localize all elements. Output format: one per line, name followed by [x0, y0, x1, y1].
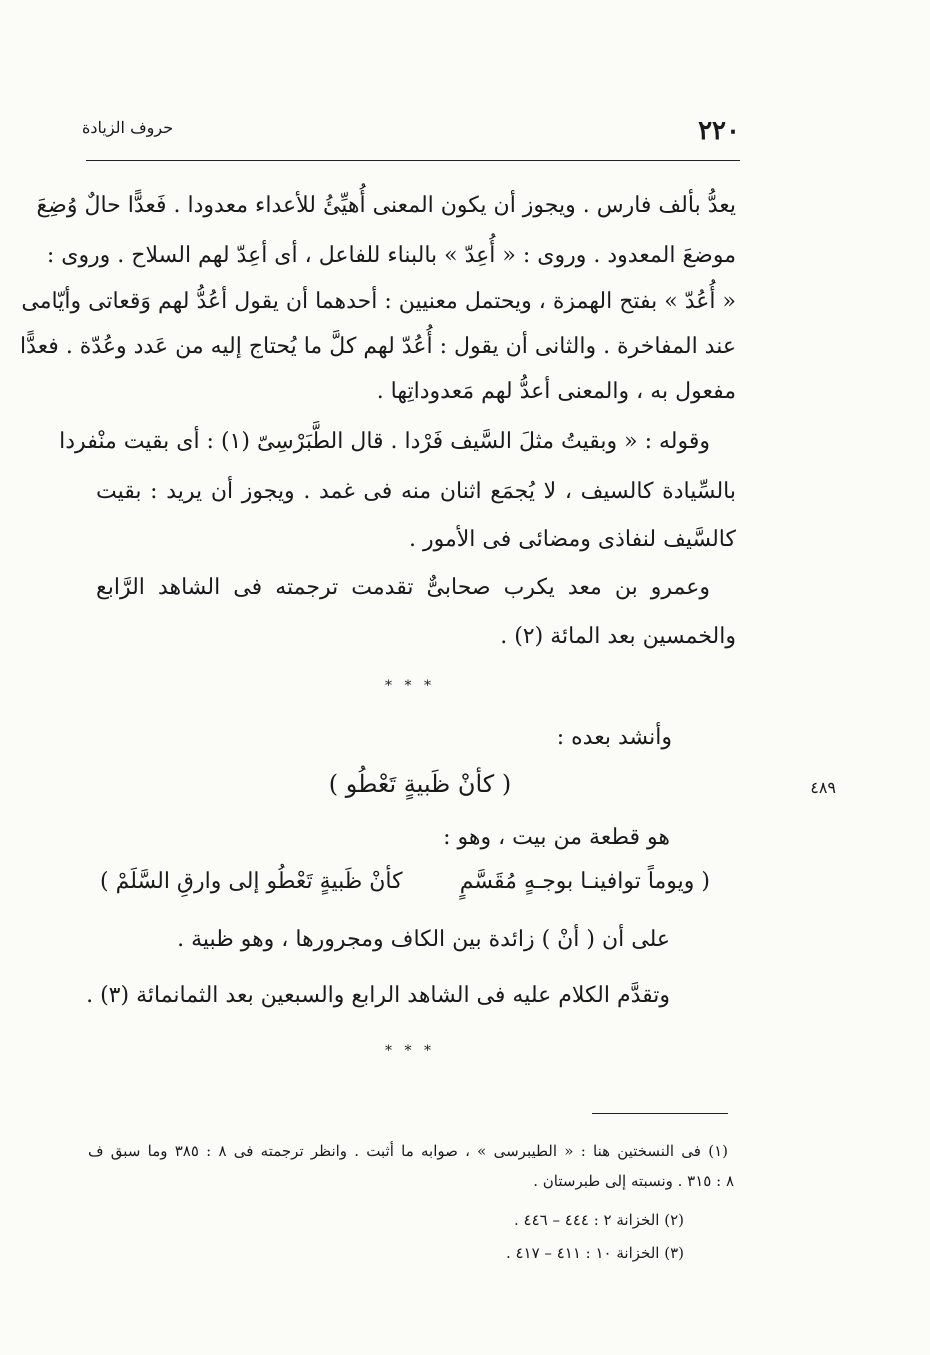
paragraph1-line: مفعول به ، والمعنى أعدُّ لهم مَعدوداتِها . [376, 379, 736, 404]
verse-first-hemistich: ( ويوماً توافينـا بوجـهٍ مُقَسَّمٍ [459, 869, 710, 894]
commentary-line: على أن ( أنْ ) زائدة بين الكاف ومجرورها ، وهو ظبية . [177, 927, 670, 952]
running-title: حروف الزيادة [82, 118, 174, 137]
margin-number: ٤٨٩ [810, 778, 836, 797]
section-separator: * * * [385, 678, 435, 694]
header-rule [86, 160, 740, 161]
section-separator: * * * [385, 1043, 435, 1059]
paragraph3-line: والخمسين بعد المائة (٢) . [500, 624, 736, 649]
footnote-line: (٢) الخزانة ٢ : ٤٤٤ – ٤٤٦ . [514, 1211, 684, 1229]
footnote-line: (١) فى النسختين هنا : « الطيبرسى » ، صوابه ما أثبت . وانظر ترجمته فى ٨ : ٣٨٥ وما سبق ف [88, 1142, 728, 1160]
verse-lead: هو قطعة من بيت ، وهو : [443, 825, 670, 850]
paragraph2-line: كالسَّيف لنفاذى ومضائى فى الأمور . [408, 527, 736, 552]
footnote-rule [592, 1113, 728, 1114]
paragraph1-line: عند المفاخرة . والثانى أن يقول : أُعُدّ لهم كلَّ ما يُحتاج إليه من عَدد وعُدّة . فعدًّا [20, 334, 736, 359]
footnote-line: ٨ : ٣١٥ . ونسبته إلى طبرستان . [533, 1172, 734, 1190]
paragraph1-line: يعدُّ بألف فارس . ويجوز أن يكون المعنى أُهيِّئُ للأعداء معدودا . فَعدًّا حالٌ وُضِعَ [36, 193, 736, 218]
paragraph2-line: وقوله : « وبقيتُ مثلَ السَّيف فَرْدا . قال الطَّبَرْسِىّ (١) : أى بقيت منْفردا [59, 429, 710, 454]
page-number: ٢٢٠ [698, 116, 740, 146]
quoted-half-verse: ( كأنْ ظَبيةٍ تَعْطُو ) [328, 770, 512, 798]
reference-line: وتقدَّم الكلام عليه فى الشاهد الرابع والسبعين بعد الثمانمائة (٣) . [86, 983, 670, 1008]
paragraph3-line: وعمرو بن معد يكرب صحابىٌّ تقدمت ترجمته فى الشاهد الرَّابع [96, 575, 710, 600]
paragraph2-line: بالسِّيادة كالسيف ، لا يُجمَع اثنان منه فى غمد . ويجوز أن يريد : بقيت [96, 479, 736, 504]
footnote-line: (٣) الخزانة ١٠ : ٤١١ – ٤١٧ . [505, 1244, 684, 1262]
verse-second-hemistich: كأنْ ظَبيةٍ تَعْطُو إلى وارقِ السَّلَمْ ) [100, 869, 403, 894]
verse [100, 862, 710, 902]
paragraph1-line: موضعَ المعدود . وروى : « أُعِدّ » بالبناء للفاعل ، أى أعِدّ لهم السلاح . وروى : [46, 243, 736, 268]
paragraph1-line: « أُعُدّ » بفتح الهمزة ، ويحتمل معنيين : أحدهما أن يقول أعُدُّ لهم وَقعاتى وأيّامى [21, 289, 736, 314]
section-intro: وأنشد بعده : [556, 725, 672, 750]
